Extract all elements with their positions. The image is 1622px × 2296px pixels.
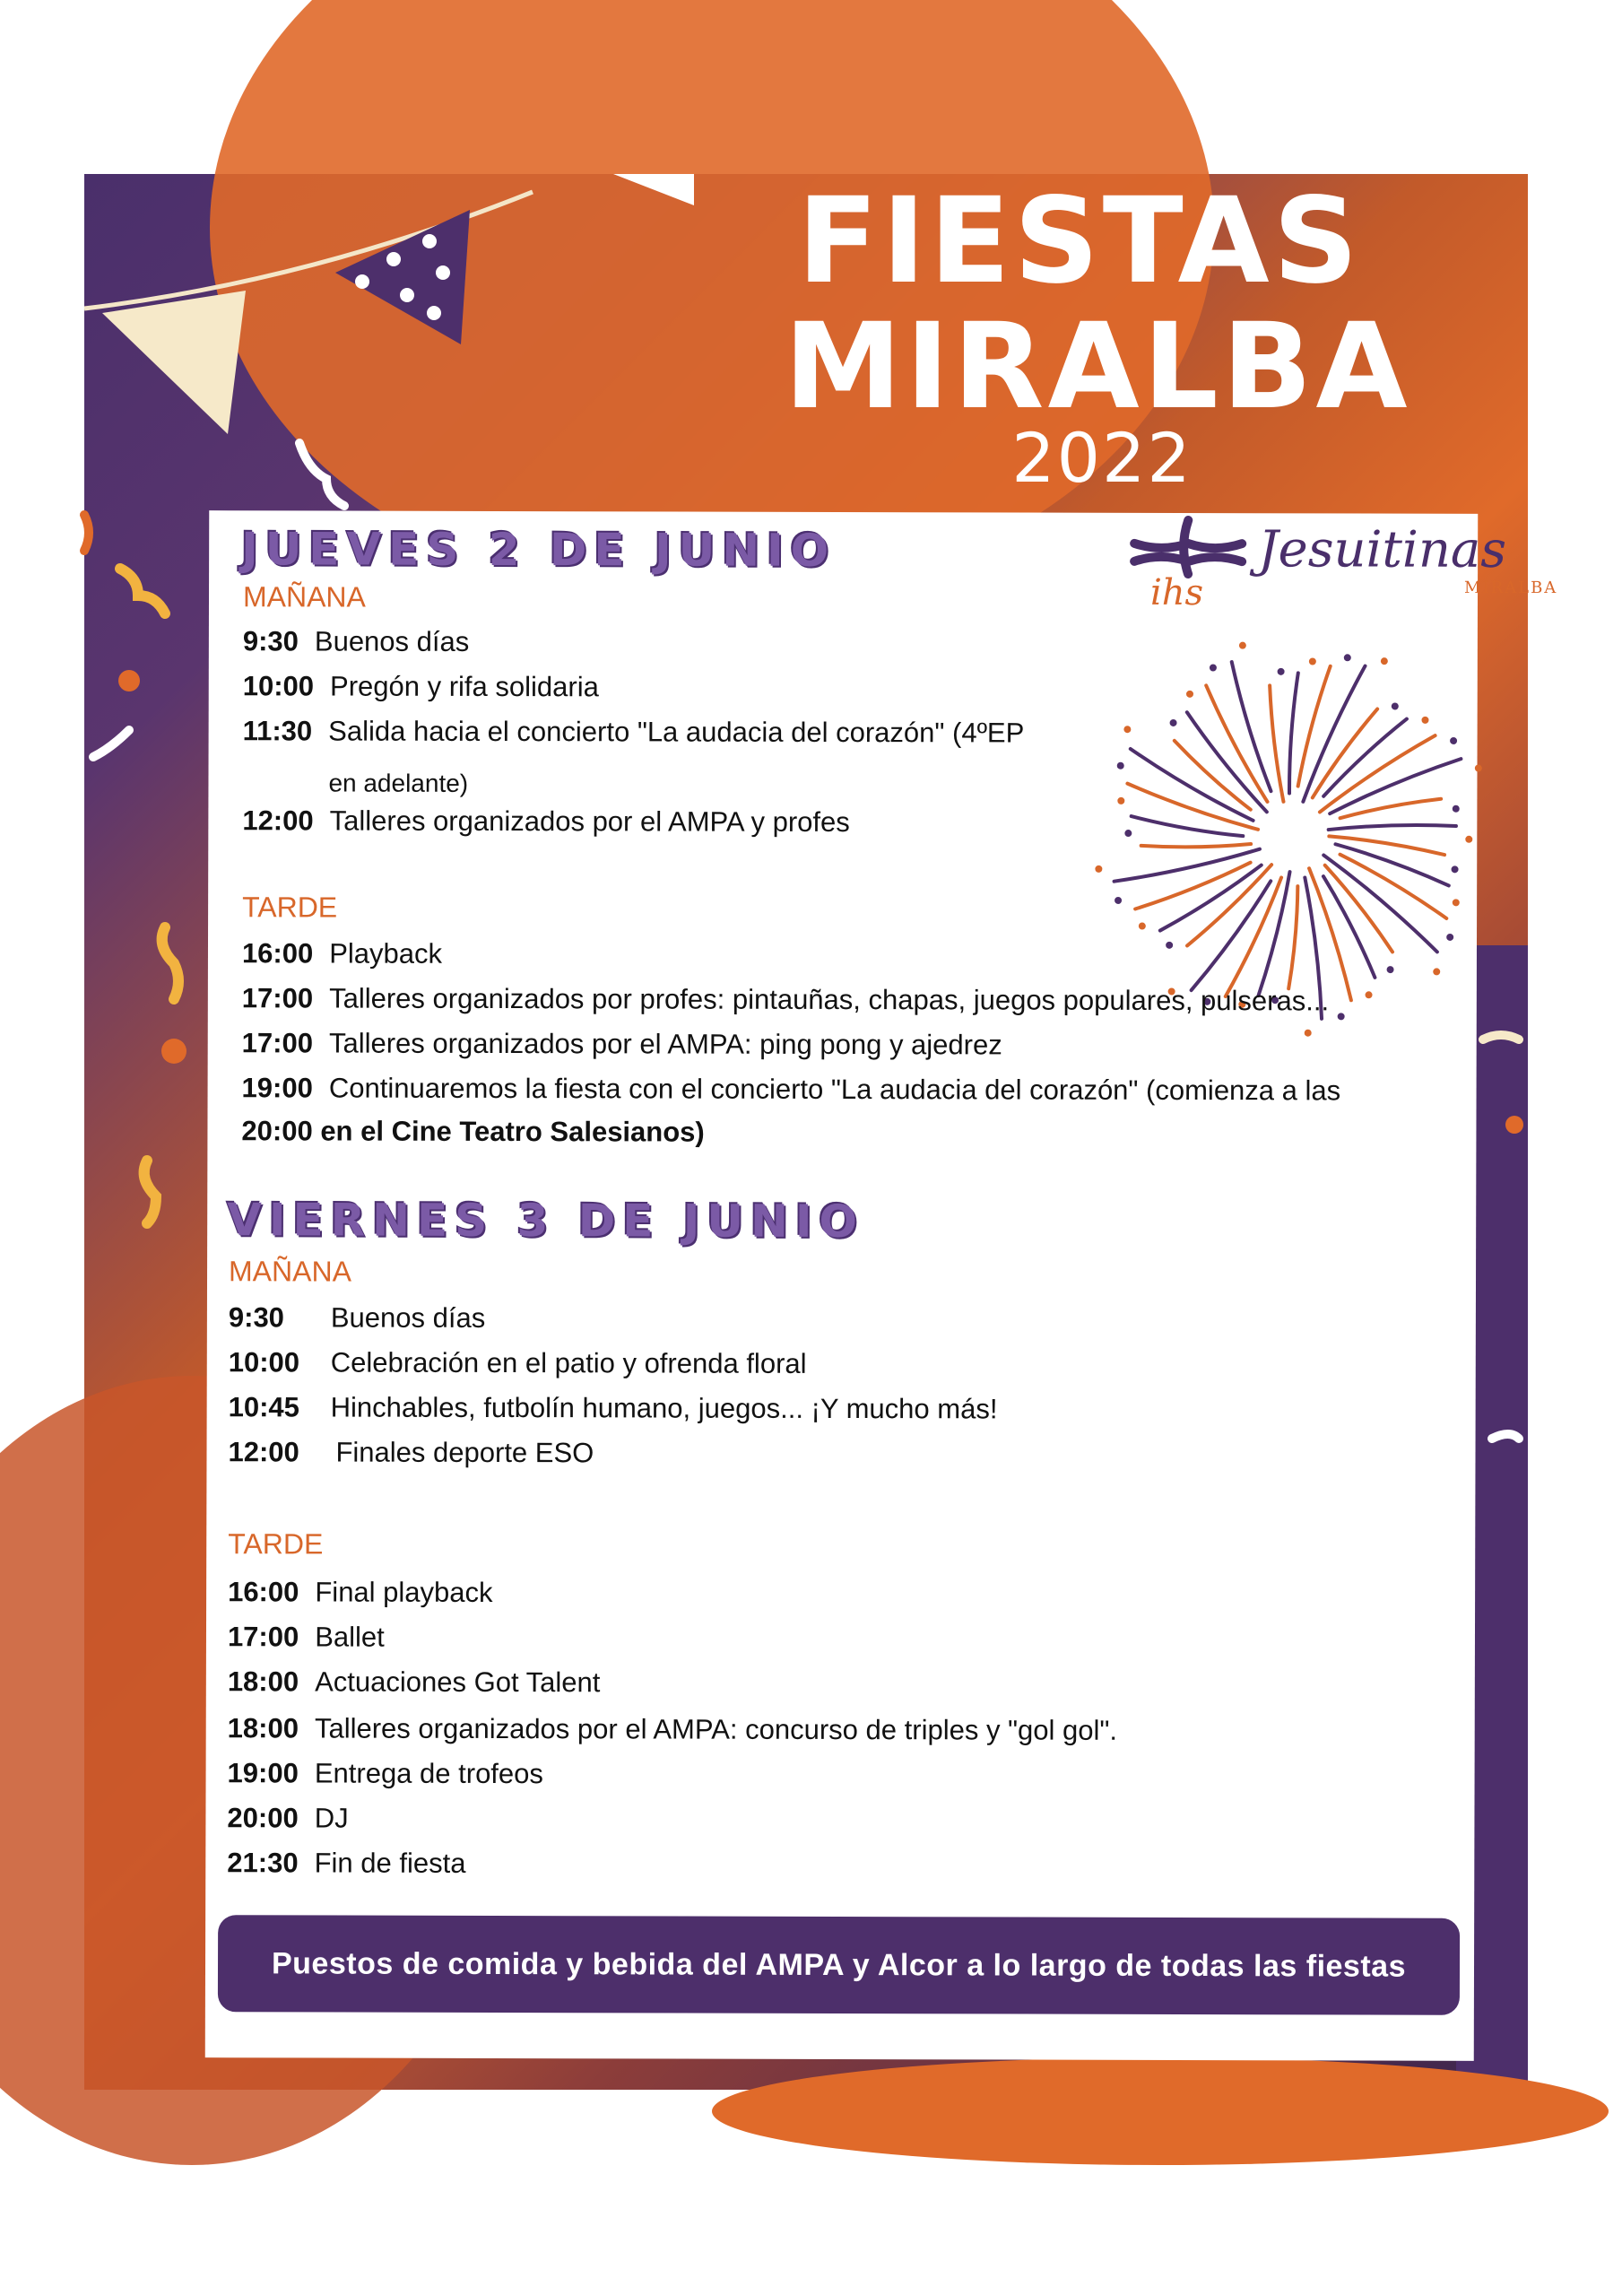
firework-spark — [1170, 719, 1177, 726]
firework-spark — [1139, 923, 1146, 930]
schedule-row: 10:45 Hinchables, futbolín humano, juegos... ¡Y mucho más! — [228, 1391, 998, 1425]
day-heading-thursday: JUEVES 2 DE JUNIO — [241, 523, 837, 577]
schedule-row-continuation: 20:00 en el Cine Teatro Salesianos) — [241, 1115, 705, 1148]
firework-spark — [1387, 966, 1394, 973]
fireworks-illustration — [1105, 648, 1482, 1025]
firework-spark — [1124, 830, 1132, 837]
svg-text:ihs: ihs — [1149, 571, 1204, 614]
firework-spark — [1239, 642, 1246, 649]
schedule-row: 17:00 Talleres organizados por profes: pintauñas, chapas, juegos populares, pulseras... — [241, 982, 1330, 1017]
schedule-row: 9:30 Buenos días — [242, 625, 470, 657]
firework-spark — [1433, 968, 1440, 975]
program-card — [205, 510, 1558, 2061]
firework-spark — [1450, 737, 1457, 744]
firework-spark — [1123, 726, 1131, 733]
firework-spark — [1453, 899, 1460, 906]
schedule-row: 20:00 DJ — [227, 1802, 349, 1834]
firework-ray — [1298, 666, 1331, 787]
firework-spark — [1115, 897, 1122, 904]
firework-spark — [1453, 805, 1460, 813]
firework-ray — [1270, 685, 1284, 801]
schedule-row-continuation: en adelante) — [328, 769, 469, 797]
section-label-afternoon: TARDE — [242, 891, 338, 924]
section-label-afternoon: TARDE — [228, 1527, 324, 1561]
firework-ray — [1206, 685, 1268, 802]
firework-spark — [1366, 991, 1373, 998]
firework-spark — [1309, 657, 1316, 665]
firework-ray — [1127, 784, 1258, 830]
firework-spark — [1166, 942, 1173, 949]
firework-spark — [1392, 702, 1399, 709]
firework-ray — [1288, 886, 1297, 988]
schedule-row: 12:00 Finales deporte ESO — [228, 1436, 594, 1469]
schedule-row: 10:00 Pregón y rifa solidaria — [242, 670, 599, 703]
logo-name: Jesuitinas — [1258, 520, 1507, 579]
firework-ray — [1289, 673, 1298, 793]
food-stalls-banner: Puestos de comida y bebida del AMPA y Alcor a lo largo de todas las fiestas — [218, 1915, 1460, 2015]
schedule-row: 17:00 Ballet — [227, 1621, 385, 1653]
schedule-row: 10:00 Celebración en el patio y ofrenda floral — [228, 1346, 807, 1379]
bunting-flag — [102, 291, 246, 434]
section-label-morning: MAÑANA — [242, 580, 366, 613]
schedule-row: 19:00 Continuaremos la fiesta con el concierto "La audacia del corazón" (comienza a las — [241, 1072, 1341, 1107]
firework-ray — [1192, 881, 1271, 990]
schedule-row: 9:30 Buenos días — [228, 1301, 486, 1334]
firework-ray — [1329, 825, 1456, 831]
section-label-morning: MAÑANA — [228, 1255, 351, 1288]
firework-spark — [1186, 691, 1193, 698]
firework-ray — [1141, 844, 1251, 848]
schedule-row: 19:00 Entrega de trofeos — [227, 1757, 543, 1790]
firework-spark — [1117, 762, 1124, 770]
schedule-row: 11:30 Salida hacia el concierto "La audacia del corazón" (4ºEP — [242, 715, 1025, 749]
poster — [84, 172, 1558, 2090]
firework-spark — [1475, 765, 1482, 772]
title-line-1: FIESTAS — [797, 172, 1362, 310]
firework-ray — [1115, 848, 1260, 882]
schedule-row: 17:00 Talleres organizados por el AMPA: ping pong y ajedrez — [241, 1027, 1002, 1061]
schedule-row: 12:00 Talleres organizados por el AMPA y profes — [242, 804, 850, 839]
schedule-row: 16:00 Final playback — [228, 1576, 493, 1608]
year: 2022 — [1011, 418, 1193, 498]
firework-spark — [1381, 657, 1388, 665]
schedule-row: 18:00 Actuaciones Got Talent — [227, 1665, 601, 1699]
schedule-row: 21:30 Fin de fiesta — [227, 1847, 466, 1879]
firework-spark — [1278, 668, 1285, 675]
ihs-logo-icon — [1125, 517, 1251, 615]
day-heading-friday: VIERNES 3 DE JUNIO — [227, 1194, 865, 1248]
schedule-row: 16:00 Playback — [241, 937, 443, 970]
logo-subtitle: MIRALBA — [1464, 578, 1558, 598]
firework-spark — [1446, 934, 1453, 941]
firework-spark — [1305, 1030, 1312, 1037]
firework-spark — [1465, 836, 1472, 843]
schedule-row: 18:00 Talleres organizados por el AMPA: concurso de triples y "gol gol". — [227, 1712, 1118, 1746]
title-line-2: MIRALBA — [784, 298, 1411, 436]
firework-spark — [1452, 865, 1459, 873]
firework-spark — [1344, 654, 1351, 661]
firework-spark — [1117, 797, 1124, 804]
firework-spark — [1210, 664, 1217, 671]
firework-spark — [1338, 1013, 1345, 1020]
firework-spark — [1421, 717, 1428, 724]
firework-spark — [1095, 865, 1102, 873]
